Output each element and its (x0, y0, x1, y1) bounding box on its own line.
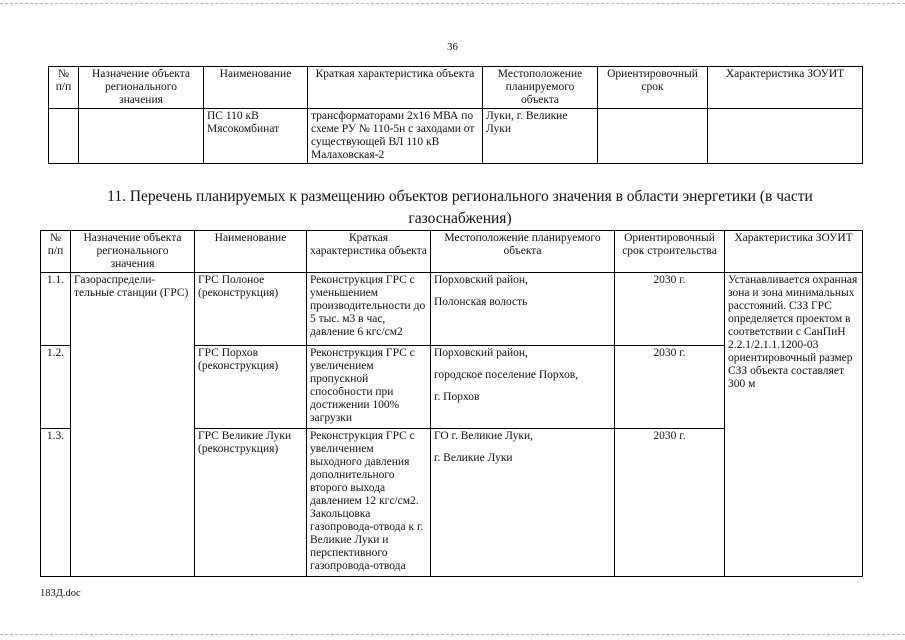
cell-num: 1.2. (41, 346, 71, 429)
cell-location (431, 273, 615, 346)
location-line: Порховский район, (434, 347, 528, 359)
section-title: 11. Перечень планируемых к размещению объектов регионального значения в области энергетики (в части газоснабжения) (107, 188, 813, 227)
cell-description: Реконструкция ГРС с увеличением пропускной способности при достижении 100% загрузки (307, 346, 431, 429)
table-row (41, 273, 863, 346)
cell-purpose: Газораспредели-тельные станции (ГРС) (71, 273, 195, 577)
location-line: Полонская волость (434, 296, 528, 308)
cell-term (598, 109, 708, 164)
page-number: 36 (447, 41, 458, 53)
cell-zouit (708, 109, 863, 164)
header-name: Наименование (204, 67, 308, 109)
header-purpose: Назначение объекта регионального значения (79, 67, 204, 109)
location-line: ГО г. Великие Луки, (434, 430, 533, 442)
header-location: Местоположение планируемого объекта (431, 231, 615, 273)
header-description: Краткая характеристика объекта (308, 67, 483, 109)
document-filename: 183Д.doc (40, 588, 81, 599)
cell-purpose (79, 109, 204, 164)
cell-location (431, 346, 615, 429)
header-term: Ориентировочный срок строительства (615, 231, 725, 273)
location-line: городское поселение Порхов, (434, 369, 579, 381)
location-line: г. Великие Луки (434, 452, 513, 464)
energy-table-continued (48, 66, 863, 164)
cell-name: ГРС Порхов (реконструкция) (195, 346, 307, 429)
table-row (49, 109, 863, 164)
cell-description: трансформаторами 2х16 МВА по схеме РУ № 110-5н с заходами от существующей ВЛ 110 кВ Малаховская-2 (308, 109, 483, 164)
cell-name: ГРС Полоное (реконструкция) (195, 273, 307, 346)
header-location: Местоположение планируемого объекта (483, 67, 598, 109)
cell-name: ПС 110 кВ Мясокомбинат (204, 109, 308, 164)
cell-description: Реконструкция ГРС с уменьшением производительности до 5 тыс. м3 в час, давление 6 кгс/см2 (307, 273, 431, 346)
cell-location (431, 429, 615, 577)
header-num: № п/п (49, 67, 79, 109)
header-term: Ориентировочный срок (598, 67, 708, 109)
scan-edge-bottom (0, 634, 905, 635)
header-num: № п/п (41, 231, 71, 273)
table-header-row (41, 231, 863, 273)
cell-location: Луки, г. Великие Луки (483, 109, 598, 164)
location-line: Порховский район, (434, 274, 528, 286)
cell-term: 2030 г. (615, 346, 725, 429)
cell-name: ГРС Великие Луки (реконструкция) (195, 429, 307, 577)
header-zouit: Характеристика ЗОУИТ (725, 231, 863, 273)
cell-num: 1.3. (41, 429, 71, 577)
header-purpose: Назначение объекта регионального значения (71, 231, 195, 273)
cell-num: 1.1. (41, 273, 71, 346)
scan-edge-top (0, 3, 905, 4)
gas-supply-table (40, 230, 863, 577)
location-line: г. Порхов (434, 391, 480, 403)
header-zouit: Характеристика ЗОУИТ (708, 67, 863, 109)
header-description: Краткая характеристика объекта (307, 231, 431, 273)
cell-description: Реконструкция ГРС с увеличением выходного давления дополнительного второго выхода давлением 12 кгс/см2. Закольцовка газопровода-отвода к г. Великие Луки и перспективного газопровода-отвода (307, 429, 431, 577)
table-header-row (49, 67, 863, 109)
cell-num (49, 109, 79, 164)
cell-zouit: Устанавливается охранная зона и зона минимальных расстояний. СЗЗ ГРС определяется проектом в соответствии с СанПиН 2.2.1/2.1.1.1200-03 ориентировочный размер СЗЗ объекта составляет 300 м (725, 273, 863, 577)
cell-term: 2030 г. (615, 429, 725, 577)
header-name: Наименование (195, 231, 307, 273)
cell-term: 2030 г. (615, 273, 725, 346)
